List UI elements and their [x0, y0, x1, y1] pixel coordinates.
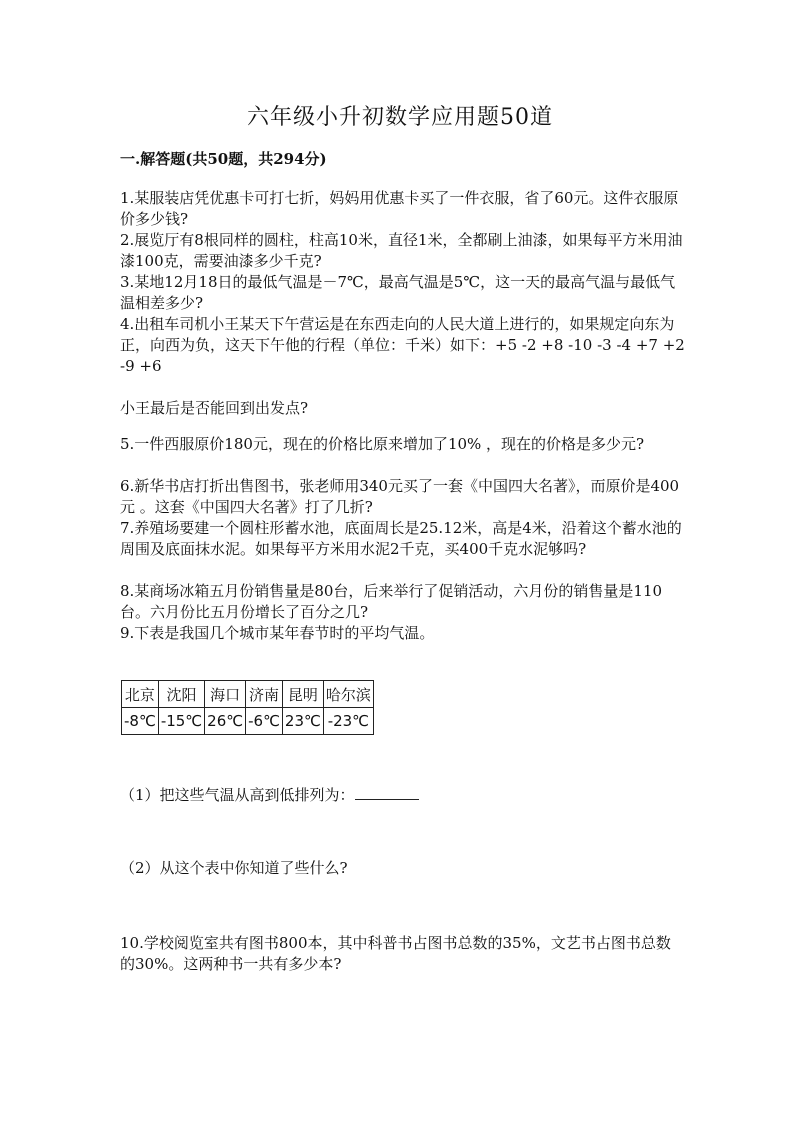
question-4: 4.出租车司机小王某天下午营运是在东西走向的人民大道上进行的，如果规定向东为正，向西为负，这天下午他的行程（单位：千米）如下：+5 -2 +8 -10 -3 -4 +7 +2 -9 +6 — [120, 315, 685, 375]
table-cell: -8℃ — [122, 708, 159, 735]
page-title: 六年级小升初数学应用题50道 — [247, 105, 553, 130]
section-heading: 一.解答题(共50题，共294分) — [120, 150, 327, 168]
table-cell: -15℃ — [158, 708, 204, 735]
table-cell: 沈阳 — [158, 681, 204, 708]
table-cell: 23℃ — [282, 708, 323, 735]
table-cell: -23℃ — [323, 708, 373, 735]
question-9: 9.下表是我国几个城市某年春节时的平均气温。 — [120, 624, 435, 642]
temperature-table — [121, 680, 374, 735]
table-cell: 海口 — [205, 681, 246, 708]
table-row-cities — [122, 681, 374, 708]
sub-question-1 — [120, 785, 685, 806]
sub-question-2: （2）从这个表中你知道了些什么? — [120, 859, 348, 877]
table-cell: 26℃ — [205, 708, 246, 735]
question-10: 10.学校阅览室共有图书800本，其中科普书占图书总数的35%，文艺书占图书总数的30%。这两种书一共有多少本? — [120, 934, 671, 973]
question-4-followup: 小王最后是否能回到出发点? — [120, 399, 309, 417]
question-6: 6.新华书店打折出售图书，张老师用340元买了一套《中国四大名著》，而原价是400元 。这套《中国四大名著》打了几折? — [120, 477, 680, 516]
table-cell: 济南 — [246, 681, 283, 708]
question-2: 2.展览厅有8根同样的圆柱，柱高10米，直径1米，全都刷上油漆，如果每平方米用油漆100克，需要油漆多少千克? — [120, 231, 683, 270]
table-row-temps — [122, 708, 374, 735]
question-7: 7.养殖场要建一个圆柱形蓄水池，底面周长是25.12米，高是4米，沿着这个蓄水池的周围及底面抹水泥。如果每平方米用水泥2千克，买400千克水泥够吗? — [120, 519, 682, 558]
answer-blank — [355, 785, 419, 800]
table-cell: 昆明 — [282, 681, 323, 708]
question-8: 8.某商场冰箱五月份销售量是80台，后来举行了促销活动，六月份的销售量是110台。六月份比五月份增长了百分之几? — [120, 582, 663, 621]
question-3: 3.某地12月18日的最低气温是－7℃，最高气温是5℃，这一天的最高气温与最低气温相差多少? — [120, 273, 676, 312]
question-5: 5.一件西服原价180元，现在的价格比原来增加了10% ，现在的价格是多少元? — [120, 435, 645, 453]
sub-question-1-text: （1）把这些气温从高到低排列为： — [120, 786, 355, 804]
table-cell: -6℃ — [246, 708, 283, 735]
table-cell: 北京 — [122, 681, 159, 708]
question-1: 1.某服装店凭优惠卡可打七折，妈妈用优惠卡买了一件衣服，省了60元。这件衣服原价多少钱? — [120, 189, 679, 228]
table-cell: 哈尔滨 — [323, 681, 373, 708]
